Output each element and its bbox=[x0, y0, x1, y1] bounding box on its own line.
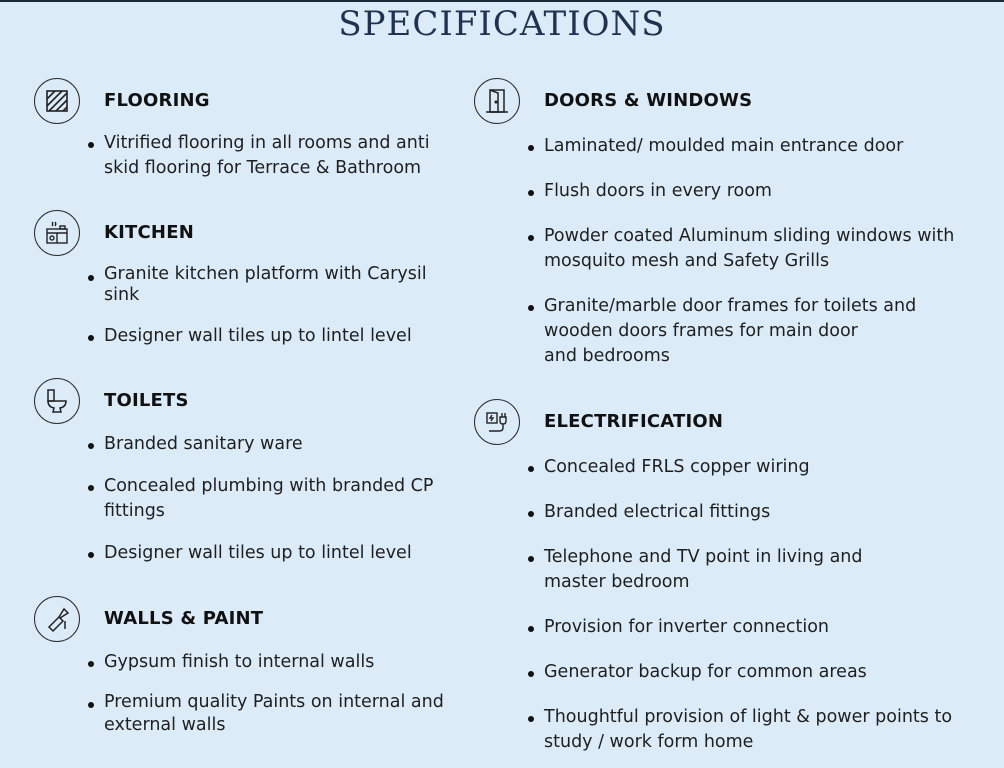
list-item: Branded sanitary ware bbox=[88, 432, 454, 457]
paint-brush-icon bbox=[34, 596, 80, 642]
list-item: Concealed plumbing with branded CP fittings bbox=[88, 474, 454, 524]
list-item: Branded electrical fittings bbox=[528, 500, 974, 525]
list-item: Thoughtful provision of light & power points to study / work form home bbox=[528, 705, 974, 755]
toilet-icon bbox=[34, 378, 80, 424]
section-title-electrification: ELECTRIFICATION bbox=[544, 411, 724, 432]
list-item: Concealed FRLS copper wiring bbox=[528, 455, 974, 480]
electric-plug-icon bbox=[474, 399, 520, 445]
list-item: Gypsum finish to internal walls bbox=[88, 650, 454, 675]
list-item: Granite/marble door frames for toilets and wooden doors frames for main door and bedrooms bbox=[528, 294, 974, 369]
section-title-doors: DOORS & WINDOWS bbox=[544, 90, 753, 111]
tile-floor-icon bbox=[34, 78, 80, 124]
list-item: Powder coated Aluminum sliding windows with mosquito mesh and Safety Grills bbox=[528, 224, 974, 274]
section-kitchen bbox=[34, 210, 454, 349]
door-icon bbox=[474, 78, 520, 124]
section-doors bbox=[474, 78, 974, 369]
list-item: Designer wall tiles up to lintel level bbox=[88, 324, 454, 349]
list-item: Telephone and TV point in living and master bedroom bbox=[528, 545, 974, 595]
section-toilets bbox=[34, 378, 454, 566]
page-title: SPECIFICATIONS bbox=[338, 4, 666, 44]
section-title-kitchen: KITCHEN bbox=[104, 222, 194, 243]
list-item: Vitrified flooring in all rooms and anti skid flooring for Terrace & Bathroom bbox=[88, 131, 454, 181]
section-title-toilets: TOILETS bbox=[104, 390, 189, 411]
list-item: Designer wall tiles up to lintel level bbox=[88, 541, 454, 566]
section-flooring bbox=[34, 78, 454, 181]
section-title-flooring: FLOORING bbox=[104, 90, 210, 111]
list-item: Laminated/ moulded main entrance door bbox=[528, 134, 974, 159]
list-item: Flush doors in every room bbox=[528, 179, 974, 204]
list-item: Generator backup for common areas bbox=[528, 660, 974, 685]
list-item: Provision for inverter connection bbox=[528, 615, 974, 640]
top-border bbox=[0, 0, 1004, 2]
list-item: Premium quality Paints on internal and external walls bbox=[88, 691, 454, 737]
section-walls bbox=[34, 596, 454, 737]
section-title-walls: WALLS & PAINT bbox=[104, 608, 264, 629]
section-electrification bbox=[474, 399, 974, 755]
kitchen-stove-icon bbox=[34, 210, 80, 256]
list-item: Granite kitchen platform with Carysil sink bbox=[88, 264, 454, 306]
